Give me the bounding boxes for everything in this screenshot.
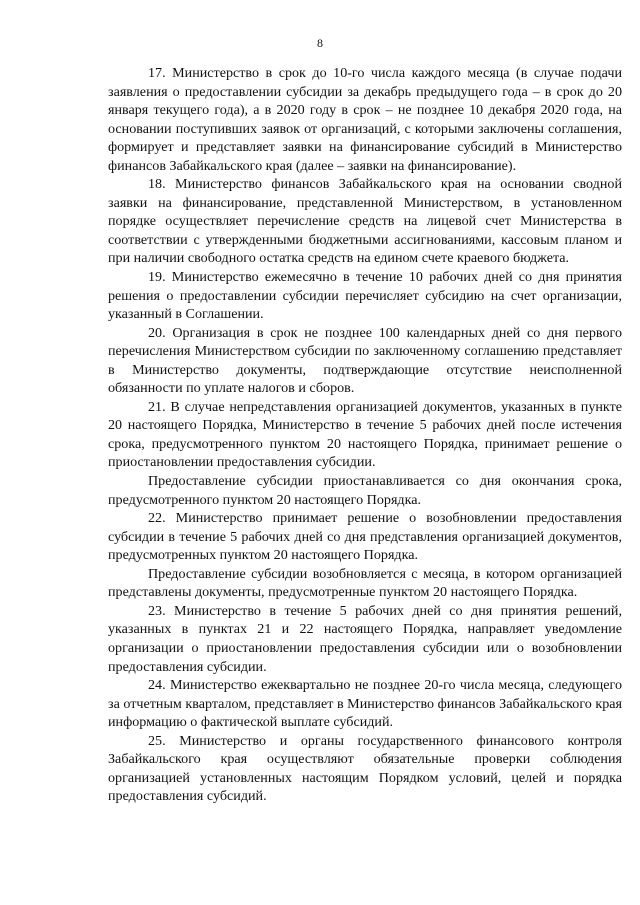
paragraph-19: 19. Министерство ежемесячно в течение 10 рабочих дней со дня принятия решения о предоставлении субсидии перечисляет субсидию на счет организации, указанный в Соглашении. — [108, 269, 622, 323]
paragraph-18: 18. Министерство финансов Забайкальского края на основании сводной заявки на финансирование, представленной Министерством, в установленном порядке осуществляет перечисление средств на лицевой счет Министерства в соответствии с утвержденными бюджетными ассигнованиями, кассовым планом и при наличии свободного остатка средств на едином счете краевого бюджета. — [108, 176, 622, 267]
paragraph-24: 24. Министерство ежеквартально не позднее 20-го числа месяца, следующего за отчетным кварталом, представляет в Министерство финансов Забайкальского края информацию о фактической выплате субсидий. — [108, 677, 622, 731]
paragraph-22-resumption: Предоставление субсидии возобновляется с месяца, в котором организацией представлены документы, предусмотренные пунктом 20 настоящего Порядка. — [108, 565, 622, 601]
paragraph-23: 23. Министерство в течение 5 рабочих дней со дня принятия решений, указанных в пунктах 21 и 22 настоящего Порядка, направляет уведомление организации о приостановлении предоставления субсидии или о возобновлении предоставления субсидии. — [108, 602, 622, 675]
paragraph-22: 22. Министерство принимает решение о возобновлении предоставления субсидии в течение 5 рабочих дней со дня представления организацией документов, предусмотренных пунктом 20 настоящего Порядка. — [108, 510, 622, 564]
paragraph-17: 17. Министерство в срок до 10-го числа каждого месяца (в случае подачи заявления о предоставлении субсидии за декабрь предыдущего года – в срок до 20 января текущего года), а в 2020 году в срок – не позднее 10 декабря 2020 года, на основании поступивших заявок от организаций, с которыми заключены соглашения, формирует и представляет заявки на финансирование субсидий в Министерство финансов Забайкальского края (далее – заявки на финансирование). — [108, 65, 622, 174]
paragraph-21-suspension: Предоставление субсидии приостанавливается со дня окончания срока, предусмотренного пунктом 20 настоящего Порядка. — [108, 473, 622, 508]
document-body — [108, 64, 622, 806]
paragraph-25: 25. Министерство и органы государственного финансового контроля Забайкальского края осуществляют обязательные проверки соблюдения организацией установленных настоящим Порядком условий, целей и порядка предоставления субсидий. — [108, 732, 622, 805]
page-number: 8 — [317, 36, 323, 50]
paragraph-21: 21. В случае непредставления организацией документов, указанных в пункте 20 настоящего Порядка, Министерство в течение 5 рабочих дней после истечения срока, предусмотренного пунктом 20 настоящего Порядка, принимает решение о приостановлении предоставления субсидии. — [108, 398, 622, 471]
paragraph-20: 20. Организация в срок не позднее 100 календарных дней со дня первого перечисления Министерством субсидии по заключенному соглашению представляет в Министерство документы, подтверждающие отсутствие неисполненной обязанности по уплате налогов и сборов. — [108, 324, 622, 397]
